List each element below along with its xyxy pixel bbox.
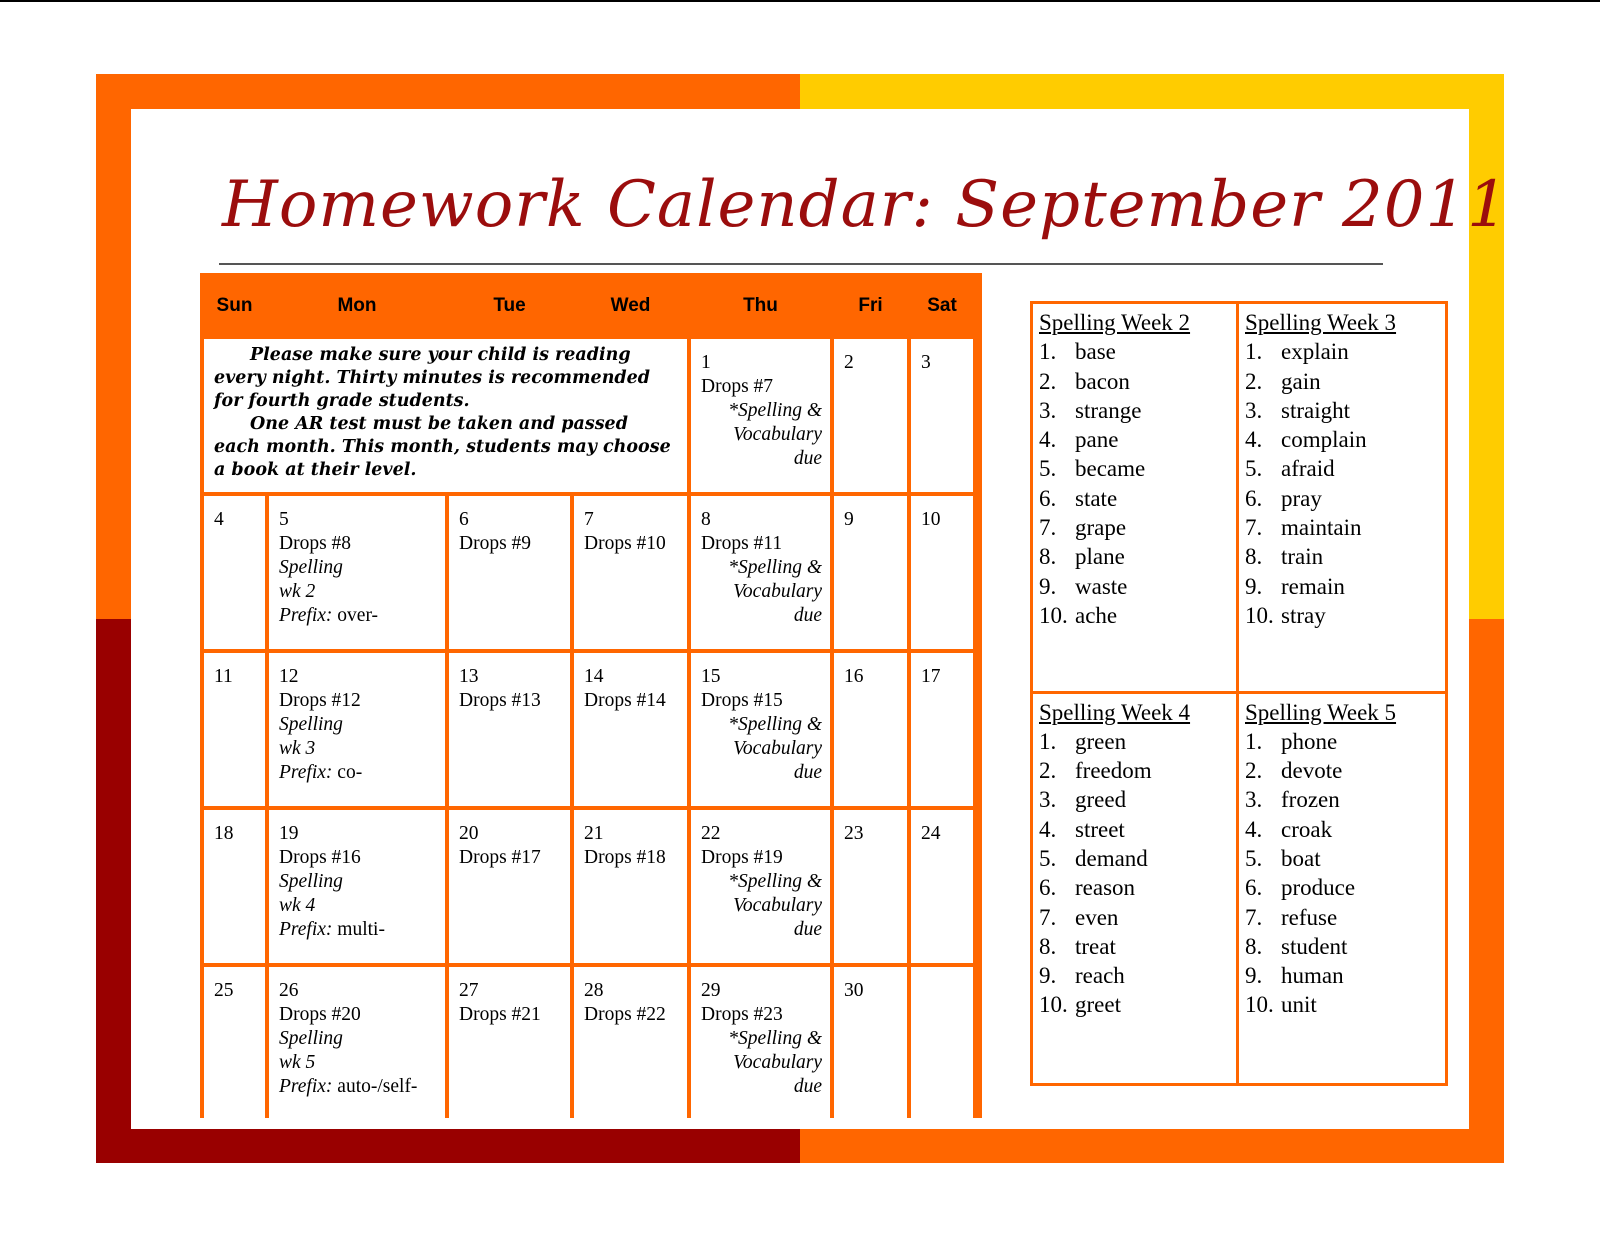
word-text: demand	[1075, 845, 1148, 871]
word-number: 10.	[1245, 602, 1274, 628]
word-number: 3.	[1039, 397, 1057, 423]
spelling-word	[1039, 873, 1236, 902]
spelling-word-list	[1245, 337, 1445, 630]
word-number: 10.	[1245, 992, 1274, 1018]
word-number: 4.	[1245, 427, 1263, 453]
word-text: complain	[1281, 427, 1367, 453]
word-text: pane	[1075, 427, 1119, 453]
due-label: due	[793, 605, 822, 626]
drops-assignment: Drops #19	[701, 847, 783, 868]
word-number: 4.	[1039, 816, 1057, 842]
header-thu: Thu	[691, 277, 830, 335]
word-number: 1.	[1245, 728, 1263, 754]
day-cell-13	[449, 653, 570, 806]
day-cell-3	[911, 339, 973, 492]
day-number: 29	[701, 980, 721, 1001]
drops-assignment: Drops #13	[459, 690, 541, 711]
word-number: 4.	[1039, 427, 1057, 453]
word-text: treat	[1075, 933, 1116, 959]
day-cell-30	[834, 967, 907, 1120]
word-number: 5.	[1245, 456, 1263, 482]
header-tue: Tue	[449, 277, 570, 335]
spelling-word-list	[1039, 337, 1236, 630]
word-text: student	[1281, 933, 1348, 959]
drops-assignment: Drops #17	[459, 847, 541, 868]
day-number: 28	[584, 980, 604, 1001]
header-wed: Wed	[574, 277, 687, 335]
spelling-word	[1245, 932, 1445, 961]
spelling-list-title: Spelling Week 2	[1039, 310, 1191, 335]
drops-assignment: Drops #10	[584, 533, 666, 554]
day-number: 30	[844, 980, 864, 1001]
word-text: maintain	[1281, 515, 1362, 541]
day-number: 23	[844, 823, 864, 844]
spelling-word	[1039, 932, 1236, 961]
word-number: 6.	[1245, 485, 1263, 511]
word-text: reach	[1075, 963, 1125, 989]
spelling-week: wk 3	[279, 738, 316, 759]
day-cell-27	[449, 967, 570, 1120]
day-cell-10	[911, 496, 973, 649]
word-number: 9.	[1039, 573, 1057, 599]
spelling-word	[1245, 844, 1445, 873]
day-cell-24	[911, 810, 973, 963]
spelling-word	[1245, 990, 1445, 1019]
spelling-vocab-due: *Spelling & Vocabulary	[728, 557, 822, 602]
due-label: due	[793, 1076, 822, 1097]
spelling-word	[1245, 961, 1445, 990]
drops-assignment: Drops #14	[584, 690, 666, 711]
word-text: greed	[1075, 787, 1127, 813]
word-text: bacon	[1075, 368, 1130, 394]
spelling-word	[1039, 601, 1236, 630]
spelling-list-title: Spelling Week 3	[1245, 310, 1397, 335]
word-number: 1.	[1039, 339, 1057, 365]
word-number: 6.	[1039, 485, 1057, 511]
word-text: produce	[1281, 875, 1356, 901]
word-text: croak	[1281, 816, 1333, 842]
day-cell-12	[269, 653, 445, 806]
word-number: 2.	[1245, 368, 1263, 394]
word-text: gain	[1281, 368, 1321, 394]
spelling-word	[1245, 425, 1445, 454]
word-text: reason	[1075, 875, 1136, 901]
day-cell-25	[204, 967, 265, 1120]
spelling-list-box	[1239, 304, 1445, 694]
day-cell-15	[691, 653, 830, 806]
day-cell-6	[449, 496, 570, 649]
word-text: street	[1075, 816, 1125, 842]
due-label: due	[793, 448, 822, 469]
word-number: 9.	[1245, 963, 1263, 989]
word-text: green	[1075, 728, 1127, 754]
spelling-word	[1245, 367, 1445, 396]
word-text: plane	[1075, 544, 1125, 570]
note-paragraph-2: One AR test must be taken and passed each month. This month, students may choose a book at their level.	[214, 414, 671, 480]
day-number: 5	[279, 509, 289, 530]
drops-assignment: Drops #9	[459, 533, 532, 554]
day-cell-20	[449, 810, 570, 963]
word-number: 10.	[1039, 602, 1068, 628]
prefix-label: Prefix:	[279, 919, 333, 940]
due-label: due	[793, 762, 822, 783]
day-number: 3	[921, 352, 931, 373]
word-text: strange	[1075, 397, 1142, 423]
header-fri: Fri	[834, 277, 907, 335]
word-text: grape	[1075, 515, 1127, 541]
prefix-label: Prefix:	[279, 762, 333, 783]
spelling-week: wk 2	[279, 581, 316, 602]
spelling-word	[1245, 873, 1445, 902]
word-number: 3.	[1245, 787, 1263, 813]
word-text: pray	[1281, 485, 1322, 511]
spelling-word	[1039, 454, 1236, 483]
day-number: 12	[279, 666, 299, 687]
title-rule	[219, 263, 1383, 265]
prefix-value: multi-	[337, 919, 385, 940]
spelling-word	[1245, 785, 1445, 814]
day-number: 1	[701, 352, 711, 373]
calendar-grid	[200, 273, 982, 1118]
day-cell-19	[269, 810, 445, 963]
day-cell-7	[574, 496, 687, 649]
spelling-word	[1245, 815, 1445, 844]
spelling-label: Spelling	[279, 714, 343, 735]
spelling-vocab-due: *Spelling & Vocabulary	[728, 871, 822, 916]
day-number: 10	[921, 509, 941, 530]
prefix-line	[279, 604, 437, 628]
drops-assignment: Drops #23	[701, 1004, 783, 1025]
word-text: devote	[1281, 758, 1343, 784]
word-text: waste	[1075, 573, 1128, 599]
day-number: 25	[214, 980, 234, 1001]
day-cell-14	[574, 653, 687, 806]
spelling-word	[1245, 513, 1445, 542]
spelling-word	[1245, 903, 1445, 932]
day-number: 6	[459, 509, 469, 530]
word-text: even	[1075, 904, 1119, 930]
day-cell-23	[834, 810, 907, 963]
word-text: phone	[1281, 728, 1338, 754]
word-text: freedom	[1075, 758, 1152, 784]
word-text: frozen	[1281, 787, 1340, 813]
word-number: 3.	[1039, 787, 1057, 813]
prefix-line	[279, 1075, 437, 1099]
day-number: 22	[701, 823, 721, 844]
spelling-list-title: Spelling Week 5	[1245, 699, 1397, 725]
word-number: 6.	[1245, 875, 1263, 901]
spelling-word	[1245, 337, 1445, 366]
spelling-word	[1245, 542, 1445, 571]
word-text: ache	[1075, 602, 1118, 628]
day-cell-5	[269, 496, 445, 649]
spelling-word-list	[1245, 727, 1445, 1020]
day-number: 17	[921, 666, 941, 687]
spelling-word	[1245, 572, 1445, 601]
word-number: 7.	[1245, 515, 1263, 541]
spelling-word	[1039, 396, 1236, 425]
spelling-word	[1039, 367, 1236, 396]
header-sun: Sun	[204, 277, 265, 335]
word-text: human	[1281, 963, 1344, 989]
spelling-label: Spelling	[279, 871, 343, 892]
spelling-word	[1039, 542, 1236, 571]
prefix-label: Prefix:	[279, 1076, 333, 1097]
day-cell-22	[691, 810, 830, 963]
word-number: 7.	[1039, 904, 1057, 930]
day-number: 18	[214, 823, 234, 844]
drops-assignment: Drops #7	[701, 376, 774, 397]
header-mon: Mon	[269, 277, 445, 335]
drops-assignment: Drops #21	[459, 1004, 541, 1025]
note-paragraph-1: Please make sure your child is reading every night. Thirty minutes is recommended for fourth grade students.	[214, 345, 651, 411]
word-text: base	[1075, 339, 1116, 365]
word-text: straight	[1281, 397, 1350, 423]
spelling-word	[1245, 454, 1445, 483]
top-border-line	[0, 0, 1600, 2]
drops-assignment: Drops #11	[701, 533, 783, 554]
word-text: state	[1075, 485, 1118, 511]
spelling-word	[1245, 484, 1445, 513]
day-number: 2	[844, 352, 854, 373]
spelling-vocab-due: *Spelling & Vocabulary	[728, 400, 822, 445]
spelling-word	[1245, 727, 1445, 756]
day-number: 4	[214, 509, 224, 530]
day-cell-29	[691, 967, 830, 1120]
word-number: 5.	[1245, 845, 1263, 871]
spelling-word	[1039, 961, 1236, 990]
word-number: 4.	[1245, 816, 1263, 842]
spelling-word	[1039, 756, 1236, 785]
day-number: 7	[584, 509, 594, 530]
day-cell-8	[691, 496, 830, 649]
day-number: 13	[459, 666, 479, 687]
word-number: 3.	[1245, 397, 1263, 423]
word-number: 1.	[1039, 728, 1057, 754]
word-text: stray	[1281, 602, 1326, 628]
word-number: 6.	[1039, 875, 1057, 901]
word-number: 7.	[1245, 904, 1263, 930]
day-cell-28	[574, 967, 687, 1120]
prefix-line	[279, 918, 437, 942]
word-number: 9.	[1245, 573, 1263, 599]
word-number: 8.	[1039, 933, 1057, 959]
prefix-value: over-	[337, 605, 379, 626]
spelling-list-title: Spelling Week 4	[1039, 699, 1191, 725]
spelling-lists	[1030, 301, 1448, 1086]
day-number: 21	[584, 823, 604, 844]
drops-assignment: Drops #12	[279, 690, 361, 711]
word-number: 2.	[1039, 758, 1057, 784]
day-cell-4	[204, 496, 265, 649]
spelling-week: wk 5	[279, 1052, 316, 1073]
day-cell-9	[834, 496, 907, 649]
spelling-word	[1039, 815, 1236, 844]
day-cell-16	[834, 653, 907, 806]
day-number: 20	[459, 823, 479, 844]
word-number: 1.	[1245, 339, 1263, 365]
prefix-value: auto-/self-	[337, 1076, 418, 1097]
prefix-line	[279, 761, 437, 785]
drops-assignment: Drops #18	[584, 847, 666, 868]
spelling-week: wk 4	[279, 895, 316, 916]
word-text: unit	[1281, 992, 1317, 1018]
day-number: 19	[279, 823, 299, 844]
word-number: 9.	[1039, 963, 1057, 989]
page-title: Homework Calendar: September 2011	[222, 168, 1509, 242]
word-text: explain	[1281, 339, 1349, 365]
word-text: boat	[1281, 845, 1321, 871]
day-number: 9	[844, 509, 854, 530]
spelling-label: Spelling	[279, 1028, 343, 1049]
day-number: 14	[584, 666, 604, 687]
spelling-list-box	[1033, 304, 1239, 694]
word-number: 8.	[1245, 544, 1263, 570]
spelling-label: Spelling	[279, 557, 343, 578]
word-text: train	[1281, 544, 1324, 570]
header-sat: Sat	[911, 277, 973, 335]
spelling-word	[1039, 425, 1236, 454]
spelling-vocab-due: *Spelling & Vocabulary	[728, 714, 822, 759]
spelling-word	[1039, 844, 1236, 873]
word-number: 7.	[1039, 515, 1057, 541]
word-number: 5.	[1039, 456, 1057, 482]
word-number: 8.	[1245, 933, 1263, 959]
drops-assignment: Drops #8	[279, 533, 352, 554]
day-cell-18	[204, 810, 265, 963]
word-text: became	[1075, 456, 1146, 482]
spelling-vocab-due: *Spelling & Vocabulary	[728, 1028, 822, 1073]
day-number: 27	[459, 980, 479, 1001]
word-text: greet	[1075, 992, 1121, 1018]
word-number: 8.	[1039, 544, 1057, 570]
day-cell-26	[269, 967, 445, 1120]
spelling-word	[1245, 601, 1445, 630]
day-number: 8	[701, 509, 711, 530]
due-label: due	[793, 919, 822, 940]
empty-cell	[911, 967, 973, 1120]
spelling-word	[1039, 990, 1236, 1019]
drops-assignment: Drops #22	[584, 1004, 666, 1025]
drops-assignment: Drops #15	[701, 690, 783, 711]
day-number: 15	[701, 666, 721, 687]
spelling-word	[1039, 484, 1236, 513]
spelling-list-box	[1239, 694, 1445, 1084]
word-text: afraid	[1281, 456, 1335, 482]
spelling-word	[1039, 903, 1236, 932]
spelling-list-box	[1033, 694, 1239, 1084]
day-cell-11	[204, 653, 265, 806]
drops-assignment: Drops #16	[279, 847, 361, 868]
spelling-word-list	[1039, 727, 1236, 1020]
day-number: 16	[844, 666, 864, 687]
spelling-word	[1039, 513, 1236, 542]
word-number: 2.	[1039, 368, 1057, 394]
word-text: refuse	[1281, 904, 1338, 930]
day-number: 11	[214, 666, 233, 687]
day-cell-2	[834, 339, 907, 492]
prefix-label: Prefix:	[279, 605, 333, 626]
word-number: 2.	[1245, 758, 1263, 784]
day-cell-21	[574, 810, 687, 963]
day-cell-17	[911, 653, 973, 806]
spelling-word	[1039, 572, 1236, 601]
drops-assignment: Drops #20	[279, 1004, 361, 1025]
word-number: 5.	[1039, 845, 1057, 871]
word-text: remain	[1281, 573, 1345, 599]
spelling-word	[1039, 337, 1236, 366]
day-cell-1	[691, 339, 830, 492]
spelling-word	[1245, 396, 1445, 425]
day-number: 24	[921, 823, 941, 844]
reading-note	[204, 339, 687, 492]
day-number: 26	[279, 980, 299, 1001]
spelling-word	[1039, 785, 1236, 814]
spelling-word	[1245, 756, 1445, 785]
word-number: 10.	[1039, 992, 1068, 1018]
prefix-value: co-	[337, 762, 363, 783]
spelling-word	[1039, 727, 1236, 756]
